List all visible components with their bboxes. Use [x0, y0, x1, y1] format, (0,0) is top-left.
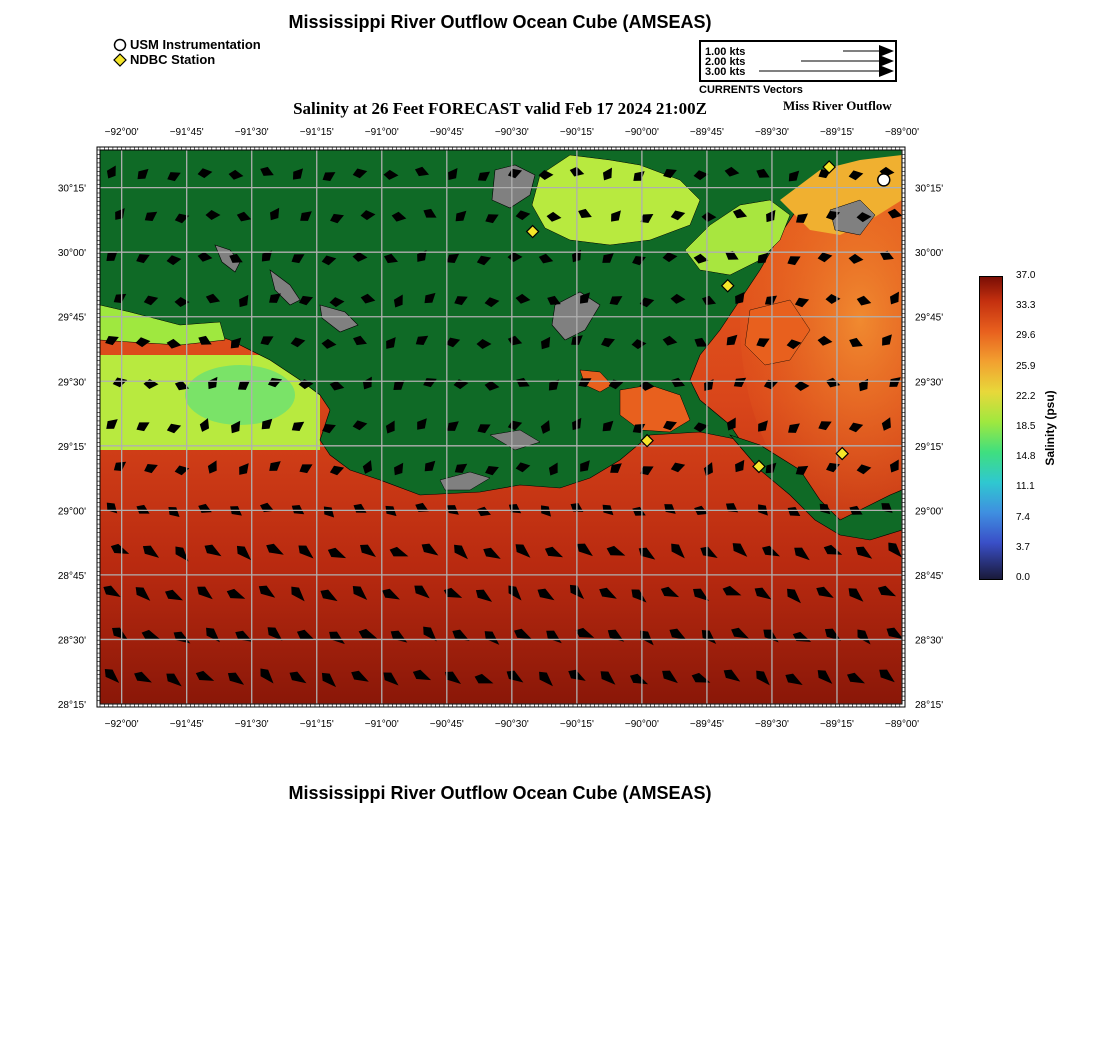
- vector-key-label-1: 1.00 kts: [705, 46, 746, 58]
- colorbar-tick-label: 18.5: [1016, 421, 1036, 432]
- lat-tick-label-right: 30°15': [915, 183, 944, 195]
- map-title: Mississippi River Outflow Ocean Cube (AMSEAS): [288, 12, 712, 32]
- usm-station-marker: [878, 174, 890, 186]
- colorbar-tick-label: 25.9: [1016, 360, 1036, 372]
- colorbar-title: Salinity (psu): [1043, 390, 1057, 466]
- lat-tick-label-left: 29°00': [57, 506, 86, 518]
- low-salinity-core: [185, 365, 295, 425]
- salinity-colorbar: [979, 276, 1003, 580]
- lat-tick-label-left: 28°15': [57, 700, 86, 711]
- lon-tick-label-bottom: −91°45': [169, 719, 204, 730]
- vector-key-label-2: 2.00 kts: [705, 56, 746, 68]
- lon-tick-label-bottom: −89°45': [689, 719, 724, 730]
- lon-tick-label-bottom: −91°00': [364, 719, 399, 730]
- lon-tick-label-bottom: −92°00': [104, 719, 139, 730]
- lon-tick-label-top: −89°30': [754, 127, 789, 138]
- lat-tick-label-right: 29°15': [915, 441, 944, 453]
- vector-key-caption: CURRENTS Vectors: [699, 84, 803, 96]
- lon-tick-label-top: −89°15': [819, 127, 854, 138]
- lon-labels-top: [105, 127, 919, 138]
- lat-tick-label-right: 29°45': [915, 312, 944, 324]
- lon-tick-label-top: −90°15': [559, 127, 594, 138]
- lat-tick-label-right: 28°45': [915, 570, 944, 582]
- colorbar-tick-label: 22.2: [1016, 390, 1036, 402]
- lon-tick-label-top: −89°45': [689, 127, 724, 138]
- lat-labels-left: [58, 184, 86, 711]
- map-subtitle: Salinity at 26 Feet FORECAST valid Feb 17 2024 21:00Z: [293, 99, 707, 118]
- lon-tick-label-bottom: −91°15': [299, 719, 334, 730]
- vector-key-label-3: 3.00 kts: [705, 66, 746, 78]
- colorbar-tick-label: 0.0: [1016, 572, 1030, 583]
- lat-tick-label-right: 30°00': [915, 248, 944, 260]
- colorbar-tick-label: 33.3: [1016, 300, 1036, 312]
- lat-tick-label-left: 30°00': [57, 248, 86, 260]
- lon-tick-label-top: −90°00': [624, 127, 659, 138]
- lat-tick-label-left: 29°30': [57, 377, 86, 389]
- lat-tick-label-right: 28°30': [915, 635, 944, 647]
- lon-tick-label-bottom: −89°30': [754, 719, 789, 730]
- lat-tick-label-left: 29°45': [57, 312, 86, 324]
- lat-tick-label-left: 28°45': [57, 570, 86, 582]
- colorbar-tick-label: 29.6: [1016, 330, 1036, 342]
- lon-tick-label-top: −91°45': [169, 127, 204, 138]
- legend-ndbc-label: NDBC Station: [130, 52, 216, 67]
- lon-tick-label-top: −91°00': [364, 127, 399, 138]
- lon-tick-label-top: −92°00': [104, 127, 139, 138]
- lat-tick-label-left: 30°15': [57, 183, 86, 195]
- lon-tick-label-top: −91°15': [299, 127, 334, 138]
- lon-tick-label-bottom: −90°15': [559, 719, 594, 730]
- lon-tick-label-bottom: −90°00': [624, 719, 659, 730]
- lat-labels-right: [915, 184, 943, 711]
- colorbar-tick-label: 14.8: [1016, 451, 1036, 463]
- lon-tick-label-bottom: −90°45': [429, 719, 464, 730]
- legend-usm-label: USM Instrumentation: [130, 37, 261, 52]
- lon-tick-label-bottom: −91°30': [234, 719, 269, 730]
- lat-tick-label-right: 29°00': [915, 506, 944, 518]
- lat-tick-label-right: 28°15': [915, 700, 944, 711]
- colorbar-tick-label: 7.4: [1016, 511, 1030, 523]
- lon-tick-label-top: −90°30': [494, 127, 529, 138]
- lat-tick-label-left: 28°30': [57, 635, 86, 647]
- lon-tick-label-top: −91°30': [234, 127, 269, 138]
- bottom-title: Mississippi River Outflow Ocean Cube (AMSEAS): [288, 783, 712, 803]
- lon-tick-label-bottom: −90°30': [494, 719, 529, 730]
- lon-tick-label-bottom: −89°00': [885, 719, 919, 730]
- lon-tick-label-top: −89°00': [885, 127, 919, 138]
- lat-tick-label-left: 29°15': [57, 441, 86, 453]
- colorbar-tick-label: 37.0: [1016, 270, 1036, 281]
- lon-labels-bottom: [105, 719, 919, 730]
- colorbar-tick-label: 3.7: [1016, 541, 1030, 553]
- lat-tick-label-right: 29°30': [915, 377, 944, 389]
- outflow-label: Miss River Outflow: [783, 98, 892, 113]
- colorbar-tick-label: 11.1: [1016, 481, 1035, 493]
- lon-tick-label-top: −90°45': [429, 127, 464, 138]
- lon-tick-label-bottom: −89°15': [819, 719, 854, 730]
